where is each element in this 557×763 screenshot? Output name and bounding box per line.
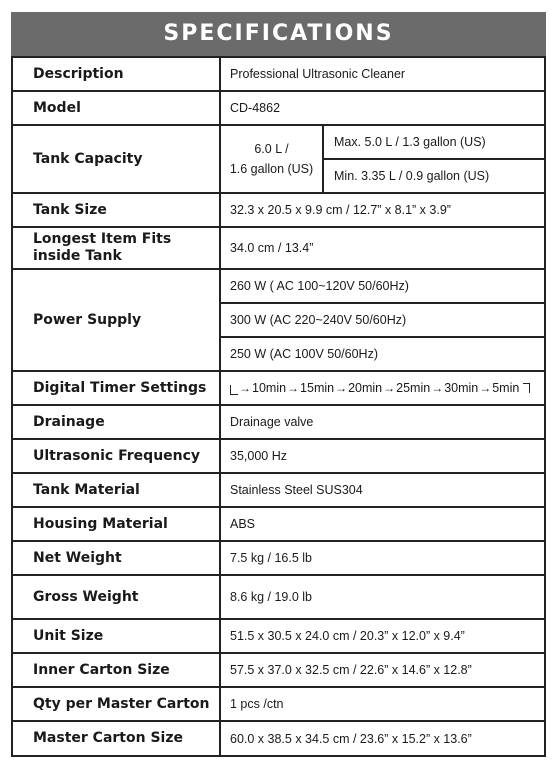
- timer-step: 5min: [492, 381, 520, 395]
- master-carton-label: Master Carton Size: [12, 721, 220, 756]
- table-row-housing-material: [12, 507, 545, 541]
- timer-step: 25min: [396, 381, 431, 395]
- arrow-right-icon: →: [479, 381, 492, 395]
- timer-step: 20min: [348, 381, 383, 395]
- frequency-value: 35,000 Hz: [220, 439, 545, 473]
- power-supply-label: Power Supply: [12, 269, 220, 371]
- timer-step: 30min: [444, 381, 479, 395]
- power-supply-value-1: 260 W ( AC 100~120V 50/60Hz): [220, 269, 545, 303]
- housing-material-value: ABS: [220, 507, 545, 541]
- power-supply-value-3: 250 W (AC 100V 50/60Hz): [220, 337, 545, 371]
- timer-cycle: [230, 378, 544, 398]
- net-weight-value: 7.5 kg / 16.5 lb: [220, 541, 545, 575]
- table-row-net-weight: [12, 541, 545, 575]
- tank-capacity-total: [220, 125, 323, 193]
- tank-capacity-min: Min. 3.35 L / 0.9 gallon (US): [323, 159, 545, 193]
- arrow-right-icon: →: [431, 381, 444, 395]
- tank-capacity-total-line2: 1.6 gallon (US): [229, 162, 314, 176]
- longest-item-label: [12, 227, 220, 269]
- specifications-table: [11, 56, 546, 757]
- cycle-bracket-right: [523, 383, 530, 393]
- drainage-value: Drainage valve: [220, 405, 545, 439]
- table-row-description: [12, 57, 545, 91]
- arrow-right-icon: →: [239, 381, 251, 395]
- specifications-title: SPECIFICATIONS: [11, 12, 546, 56]
- longest-item-label-line2: inside Tank: [33, 248, 122, 264]
- table-row-power-supply-1: [12, 269, 545, 303]
- arrow-right-icon: →: [383, 381, 396, 395]
- qty-master-value: 1 pcs /ctn: [220, 687, 545, 721]
- table-row-unit-size: [12, 619, 545, 653]
- tank-size-label: Tank Size: [12, 193, 220, 227]
- frequency-label: Ultrasonic Frequency: [12, 439, 220, 473]
- tank-capacity-max: Max. 5.0 L / 1.3 gallon (US): [323, 125, 545, 159]
- model-value: CD-4862: [220, 91, 545, 125]
- power-supply-value-2: 300 W (AC 220~240V 50/60Hz): [220, 303, 545, 337]
- gross-weight-value: 8.6 kg / 19.0 lb: [220, 575, 545, 619]
- inner-carton-label: Inner Carton Size: [12, 653, 220, 687]
- tank-material-value: Stainless Steel SUS304: [220, 473, 545, 507]
- table-row-gross-weight: [12, 575, 545, 619]
- longest-item-label-line1: Longest Item Fits: [33, 231, 172, 247]
- table-row-master-carton: [12, 721, 545, 756]
- digital-timer-value: [220, 371, 545, 405]
- table-row-tank-capacity: [12, 125, 545, 159]
- table-row-model: [12, 91, 545, 125]
- qty-master-label: Qty per Master Carton: [12, 687, 220, 721]
- table-row-digital-timer: [12, 371, 545, 405]
- table-row-inner-carton: [12, 653, 545, 687]
- unit-size-label: Unit Size: [12, 619, 220, 653]
- cycle-bracket-left: [230, 385, 238, 395]
- tank-capacity-total-line1: 6.0 L /: [254, 142, 289, 156]
- housing-material-label: Housing Material: [12, 507, 220, 541]
- tank-material-label: Tank Material: [12, 473, 220, 507]
- table-row-drainage: [12, 405, 545, 439]
- description-value: Professional Ultrasonic Cleaner: [220, 57, 545, 91]
- table-row-frequency: [12, 439, 545, 473]
- digital-timer-label: Digital Timer Settings: [12, 371, 220, 405]
- table-row-tank-material: [12, 473, 545, 507]
- model-label: Model: [12, 91, 220, 125]
- tank-size-value: 32.3 x 20.5 x 9.9 cm / 12.7” x 8.1” x 3.9”: [220, 193, 545, 227]
- longest-item-value: 34.0 cm / 13.4”: [220, 227, 545, 269]
- table-row-longest-item: [12, 227, 545, 269]
- arrow-right-icon: →: [287, 381, 300, 395]
- drainage-label: Drainage: [12, 405, 220, 439]
- timer-step: 10min: [252, 381, 287, 395]
- timer-step: 15min: [300, 381, 335, 395]
- table-row-tank-size: [12, 193, 545, 227]
- table-row-qty-master: [12, 687, 545, 721]
- unit-size-value: 51.5 x 30.5 x 24.0 cm / 20.3” x 12.0” x 9.4”: [220, 619, 545, 653]
- arrow-right-icon: →: [335, 381, 348, 395]
- master-carton-value: 60.0 x 38.5 x 34.5 cm / 23.6” x 15.2” x 13.6”: [220, 721, 545, 756]
- tank-capacity-label: Tank Capacity: [12, 125, 220, 193]
- inner-carton-value: 57.5 x 37.0 x 32.5 cm / 22.6” x 14.6” x 12.8”: [220, 653, 545, 687]
- gross-weight-label: Gross Weight: [12, 575, 220, 619]
- description-label: Description: [12, 57, 220, 91]
- net-weight-label: Net Weight: [12, 541, 220, 575]
